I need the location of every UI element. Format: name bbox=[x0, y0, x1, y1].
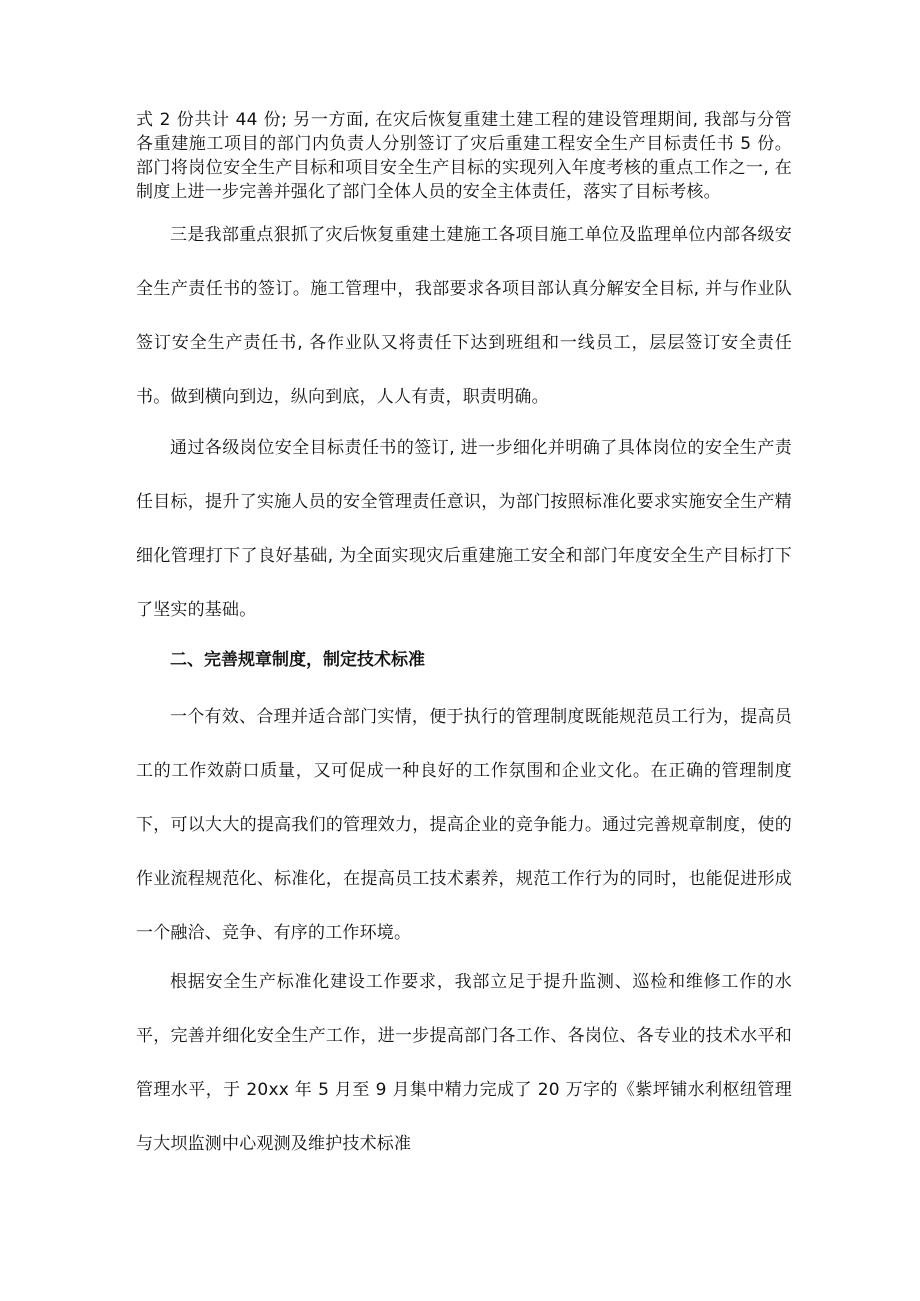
paragraph-target-responsibility: 式 2 份共计 44 份; 另一方面, 在灾后恢复重建土建工程的建设管理期间, 我部与分管各重建施工项目的部门内负责人分别签订了灾后重建工程安全生产目标责任书 5 份。部门将岗位安全生产目标和项目安全生产目标的实现列入年度考核的重点工作之一, 在制度上进一步完善并强化了部门全体人员的安全主体责任，落实了目标考核。 bbox=[136, 110, 792, 202]
paragraph-management-system: 一个有效、合理并适合部门实情，便于执行的管理制度既能规范员工行为，提高员工的工作效蔚口质量，又可促成一种良好的工作氛围和企业文化。在正确的管理制度下，可以大大的提高我们的管理效力，提高企业的竞争能力。通过完善规章制度，使的作业流程规范化、标准化，在提高员工技术素养，规范工作行为的同时，也能促进形成一个融洽、竞争、有序的工作环境。 bbox=[136, 707, 792, 943]
paragraph-technical-standards: 根据安全生产标准化建设工作要求，我部立足于提升监测、巡检和维修工作的水平，完善并细化安全生产工作，进一步提高部门各工作、各岗位、各专业的技术水平和管理水平，于 20xx 年 5 月至 9 月集中精力完成了 20 万字的《紫坪铺水利枢纽管理与大坝监测中心观测及维护技术标准 bbox=[136, 972, 792, 1154]
paragraph-post-target-refinement: 通过各级岗位安全目标责任书的签订, 进一步细化并明确了具体岗位的安全生产责任目标，提升了实施人员的安全管理责任意识，为部门按照标准化要求实施安全生产精细化管理打下了良好基础, 为全面实现灾后重建施工安全和部门年度安全生产目标打下了坚实的基础。 bbox=[136, 438, 792, 620]
section-heading-rules-and-standards: 二、完善规章制度，制定技术标准 bbox=[170, 650, 425, 670]
paragraph-safety-responsibility-signing: 三是我部重点狠抓了灾后恢复重建土建施工各项目施工单位及监理单位内部各级安全生产责任书的签订。施工管理中，我部要求各项目部认真分解安全目标, 并与作业队签订安全生产责任书, 各作业队又将责任下达到班组和一线员工，层层签订安全责任书。做到横向到边，纵向到底，人人有责，职责明确。 bbox=[136, 225, 792, 407]
